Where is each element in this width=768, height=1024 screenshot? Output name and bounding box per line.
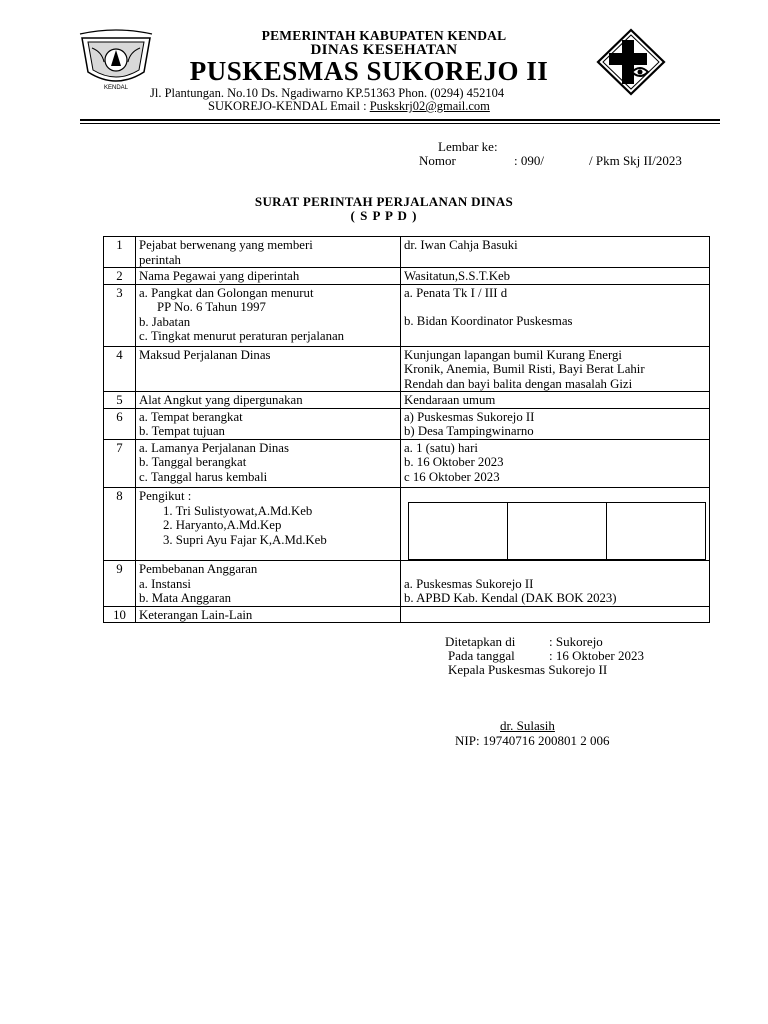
- row-number: 7: [104, 439, 136, 488]
- table-row: [104, 439, 710, 488]
- address-line: Jl. Plantungan. No.10 Ds. Ngadiwarno KP.51363 Phon. (0294) 452104: [150, 86, 505, 100]
- nomor-label: Nomor: [419, 153, 456, 168]
- row-label: Pengikut : 1. Tri Sulistyowat,A.Md.Keb 2. Haryanto,A.Md.Kep 3. Supri Ayu Fajar K,A.Md.Keb: [136, 488, 401, 561]
- row-number: 3: [104, 284, 136, 346]
- signature-box: [607, 503, 705, 559]
- follower-item: 3. Supri Ayu Fajar K,A.Md.Keb: [163, 532, 327, 547]
- row-label: Maksud Perjalanan Dinas: [136, 346, 401, 392]
- row-label: Pejabat berwenang yang memberi perintah: [136, 237, 401, 268]
- address-email-line: SUKOREJO-KENDAL Email : Puskskrj02@gmail.com: [208, 99, 490, 113]
- row-number: 1: [104, 237, 136, 268]
- row-label: Keterangan Lain-Lain: [136, 606, 401, 623]
- nomor-value: : 090/: [514, 153, 544, 168]
- table-row: [104, 346, 710, 392]
- nomor-suffix: / Pkm Skj II/2023: [589, 153, 682, 168]
- row-value: Kunjungan lapangan bumil Kurang Energi Kronik, Anemia, Bumil Risti, Bayi Berat Lahir Rendah dan bayi balita dengan masalah Gizi: [401, 346, 710, 392]
- date-value: : 16 Oktober 2023: [549, 648, 644, 663]
- row-value: a. Puskesmas Sukorejo II b. APBD Kab. Kendal (DAK BOK 2023): [401, 561, 710, 607]
- row-value: a. 1 (satu) hari b. 16 Oktober 2023 c 16 Oktober 2023: [401, 439, 710, 488]
- table-row: [104, 392, 710, 409]
- follower-item: 1. Tri Sulistyowat,A.Md.Keb: [163, 503, 313, 518]
- follower-item: 2. Haryanto,A.Md.Kep: [163, 518, 282, 532]
- place-value: : Sukorejo: [549, 634, 603, 649]
- document-title: SURAT PERINTAH PERJALANAN DINAS: [254, 194, 514, 209]
- government-name: PEMERINTAH KABUPATEN KENDAL: [261, 28, 507, 43]
- row-value: dr. Iwan Cahja Basuki: [401, 237, 710, 268]
- row-value: a. Penata Tk I / III d b. Bidan Koordinator Puskesmas: [401, 284, 710, 346]
- table-row: [104, 606, 710, 623]
- row-label: a. Pangkat dan Golongan menurut PP No. 6 Tahun 1997 b. Jabatan c. Tingkat menurut peraturan perjalanan: [136, 284, 401, 346]
- svg-text:KENDAL: KENDAL: [103, 85, 129, 91]
- table-row: [104, 268, 710, 285]
- table-row: [104, 488, 710, 561]
- signature-box: [508, 503, 607, 559]
- row-value: [401, 606, 710, 623]
- signature-box: [409, 503, 508, 559]
- table-row: [104, 408, 710, 439]
- signatory-nip: NIP: 19740716 200801 2 006: [455, 733, 610, 748]
- row-number: 5: [104, 392, 136, 409]
- header-divider-thin: [80, 123, 720, 124]
- table-row: [104, 284, 710, 346]
- place-label: Ditetapkan di: [445, 634, 516, 649]
- row-label: a. Tempat berangkat b. Tempat tujuan: [136, 408, 401, 439]
- row-number: 4: [104, 346, 136, 392]
- sppd-table: [103, 236, 710, 623]
- email-link[interactable]: Puskskrj02@gmail.com: [369, 99, 490, 113]
- document-subtitle: ( S P P D ): [350, 208, 418, 223]
- table-row: [104, 237, 710, 268]
- row-value: Wasitatun,S.S.T.Keb: [401, 268, 710, 285]
- row-label: a. Lamanya Perjalanan Dinas b. Tanggal berangkat c. Tanggal harus kembali: [136, 439, 401, 488]
- row-label: Nama Pegawai yang diperintah: [136, 268, 401, 285]
- row-number: 10: [104, 606, 136, 623]
- header-divider-thick: [80, 119, 720, 121]
- row-number: 6: [104, 408, 136, 439]
- row-value: Kendaraan umum: [401, 392, 710, 409]
- row-number: 2: [104, 268, 136, 285]
- row-number: 8: [104, 488, 136, 561]
- row-value: a) Puskesmas Sukorejo II b) Desa Tampingwinarno: [401, 408, 710, 439]
- date-label: Pada tanggal: [448, 648, 515, 663]
- row-number: 9: [104, 561, 136, 607]
- signatory-position: Kepala Puskesmas Sukorejo II: [448, 662, 608, 677]
- lembar-label: Lembar ke:: [438, 139, 498, 154]
- table-row: [104, 561, 710, 607]
- department-name: DINAS KESEHATAN: [310, 42, 458, 58]
- row-label: Alat Angkut yang dipergunakan: [136, 392, 401, 409]
- row-label: Pembebanan Anggaran a. Instansi b. Mata Anggaran: [136, 561, 401, 607]
- institution-name: PUSKESMAS SUKOREJO II: [189, 56, 549, 86]
- follower-signature-boxes: [408, 502, 706, 560]
- row-value: [401, 488, 710, 561]
- signatory-name: dr. Sulasih: [500, 718, 555, 733]
